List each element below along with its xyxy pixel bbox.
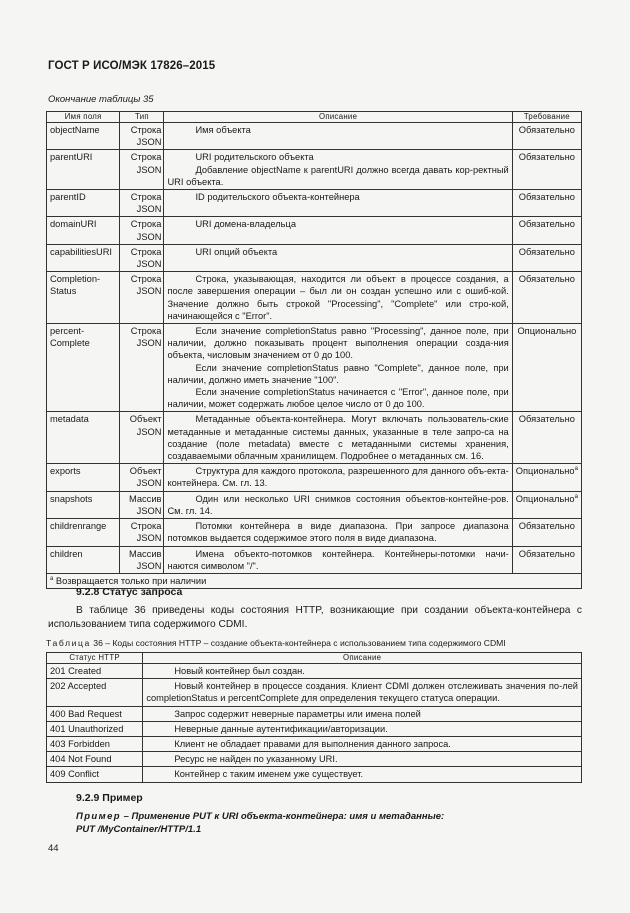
requirement-text: Опционально xyxy=(517,326,577,337)
cell-line: children xyxy=(50,548,83,559)
cell-line: Status xyxy=(50,286,77,297)
example-line-2: PUT /MyContainer/HTTP/1.1 xyxy=(76,824,202,835)
cell-http-status: 401 Unauthorized xyxy=(47,721,143,736)
cell-field-name xyxy=(47,190,120,217)
table-36 xyxy=(46,652,582,783)
cell-requirement xyxy=(512,491,581,518)
cell-line: childrenrange xyxy=(50,521,107,532)
cell-line: parentURI xyxy=(50,152,93,163)
cell-description xyxy=(143,679,582,706)
cell-description xyxy=(164,150,512,190)
requirement-text: Обязательно xyxy=(518,521,575,532)
table-35 xyxy=(46,111,582,589)
table-row xyxy=(47,272,582,324)
description-paragraph: Новый контейнер в процессе создания. Клиент CDMI должен отслеживать значения по-лей completionStatus и percentComplete для определения текущего статуса операции. xyxy=(146,681,578,704)
cell-http-status: 201 Created xyxy=(47,664,143,679)
cell-line: metadata xyxy=(50,414,89,425)
cell-description xyxy=(164,491,512,518)
table-row xyxy=(47,706,582,721)
cell-line: Объект xyxy=(129,414,162,425)
description-paragraph: Добавление objectName к parentURI должно всегда давать кор-ректный URI объекта. xyxy=(167,164,509,187)
table-36-caption-word: Таблица xyxy=(46,638,91,648)
cell-type xyxy=(120,272,164,324)
cell-description xyxy=(164,412,512,464)
cell-type xyxy=(120,150,164,190)
description-paragraph: Контейнер с таким именем уже существует. xyxy=(174,769,364,780)
footnote-mark: a xyxy=(574,493,578,500)
cell-type xyxy=(120,190,164,217)
section-heading-request-status: 9.2.8 Статус запроса xyxy=(76,586,183,598)
cell-line: JSON xyxy=(136,560,162,571)
description-paragraph: URI родительского объекта xyxy=(195,152,314,163)
table-row xyxy=(47,491,582,518)
description-paragraph: Строка, указывающая, находится ли объект в процессе создания, а после завершения операции – был ли он создан успешно или с ошиб-кой. Значение должно быть строкой "Processing", "Complete" или стро-кой, начинающейся с "Error". xyxy=(167,274,509,321)
table-36-header-row xyxy=(47,653,582,664)
cell-line: JSON xyxy=(136,286,162,297)
cell-description xyxy=(143,706,582,721)
footnote-mark: a xyxy=(50,575,54,582)
description-paragraph: Имена объекто-потомков контейнера. Контейнеры-потомки начи-наются символом "/". xyxy=(167,548,509,571)
cell-line: Строка xyxy=(130,326,162,337)
cell-type xyxy=(120,464,164,491)
table-row xyxy=(47,324,582,412)
table-row xyxy=(47,519,582,546)
description-paragraph: URI домена-владельца xyxy=(195,219,296,230)
cell-line: objectName xyxy=(50,125,100,135)
description-paragraph: Один или несколько URI снимков состояния объектов-контейне-ров. См. гл. 14. xyxy=(167,493,509,516)
table-row xyxy=(47,546,582,573)
cell-field-name xyxy=(47,123,120,150)
cell-line: domainURI xyxy=(50,219,97,230)
cell-line: Complete xyxy=(50,338,90,349)
table-36-caption xyxy=(46,638,586,648)
requirement-text: Обязательно xyxy=(518,414,575,425)
cell-type xyxy=(120,546,164,573)
cell-line: parentID xyxy=(50,192,86,203)
description-paragraph: Потомки контейнера в виде диапазона. При запросе диапазона потомков выдается содержимое этого поля в виде диапазона. xyxy=(167,521,509,544)
cell-line: JSON xyxy=(136,533,162,544)
cell-description xyxy=(143,737,582,752)
table-row xyxy=(47,190,582,217)
description-paragraph: Метаданные объекта-контейнера. Могут включать пользователь-ские метаданные и метаданные системы данных, указанные в теле запро-са на создание (поле metadata) вместе с метаданными системы хранения, создаваемыми облачным хранилищем. Подробнее о метаданных см. 16. xyxy=(167,414,509,462)
cell-type xyxy=(120,217,164,244)
cell-type xyxy=(120,412,164,464)
cell-requirement xyxy=(512,244,581,271)
table-row xyxy=(47,679,582,706)
requirement-text: Опционально xyxy=(515,466,575,477)
table-row xyxy=(47,244,582,271)
column-header-http-status: Статус HTTP xyxy=(47,653,143,664)
cell-description xyxy=(164,546,512,573)
cell-field-name xyxy=(47,491,120,518)
cell-line: exports xyxy=(50,466,81,477)
table-row xyxy=(47,737,582,752)
page-number: 44 xyxy=(48,843,59,854)
cell-line: JSON xyxy=(136,231,162,242)
cell-field-name xyxy=(47,217,120,244)
column-header-description: Описание xyxy=(143,653,582,664)
document-header: ГОСТ Р ИСО/МЭК 17826–2015 xyxy=(48,60,216,72)
cell-description xyxy=(164,272,512,324)
requirement-text: Обязательно xyxy=(518,152,575,163)
description-paragraph: URI опций объекта xyxy=(195,246,278,257)
footnote-text: Возвращается только при наличии xyxy=(53,575,207,586)
table-row xyxy=(47,464,582,491)
example-text: – Применение PUT к URI объекта-контейнера: имя и метаданные: xyxy=(120,811,445,822)
cell-requirement xyxy=(512,324,581,412)
cell-requirement xyxy=(512,272,581,324)
column-header-requirement: Требование xyxy=(512,112,581,123)
description-paragraph: Если значение completionStatus начинается с "Error", данное поле, при наличии, может содержать любое целое число от 0 до 100. xyxy=(167,387,509,410)
cell-requirement xyxy=(512,150,581,190)
cell-description xyxy=(164,464,512,491)
description-paragraph: Клиент не обладает правами для выполнения данного запроса. xyxy=(174,739,451,750)
table-36-caption-text: 36 – Коды состояния HTTP – создание объекта-контейнера с использованием типа содержимого CDMI xyxy=(90,638,506,648)
table-row xyxy=(47,217,582,244)
cell-description xyxy=(164,519,512,546)
cell-line: Строка xyxy=(130,125,162,135)
cell-line: JSON xyxy=(136,204,162,215)
cell-line: Строка xyxy=(130,219,162,230)
cell-requirement xyxy=(512,217,581,244)
description-paragraph: Если значение completionStatus равно "Complete", данное поле, при наличии, должно иметь значение "100". xyxy=(167,362,509,385)
table-35-caption: Окончание таблицы 35 xyxy=(48,94,154,105)
cell-requirement xyxy=(512,464,581,491)
table-35-body xyxy=(47,123,582,574)
cell-http-status: 400 Bad Request xyxy=(47,706,143,721)
cell-field-name xyxy=(47,272,120,324)
cell-line: percent- xyxy=(50,326,85,337)
cell-field-name xyxy=(47,412,120,464)
cell-line: Completion- xyxy=(50,274,101,285)
cell-type xyxy=(120,123,164,150)
cell-description xyxy=(143,767,582,782)
cell-requirement xyxy=(512,412,581,464)
cell-field-name xyxy=(47,150,120,190)
cell-line: JSON xyxy=(136,137,162,148)
cell-http-status: 403 Forbidden xyxy=(47,737,143,752)
cell-line: Массив xyxy=(129,493,162,504)
cell-description xyxy=(164,244,512,271)
cell-line: JSON xyxy=(136,505,162,516)
table-36-body xyxy=(47,664,582,783)
description-paragraph: Неверные данные аутентификации/авторизации. xyxy=(174,723,388,734)
cell-line: capabilitiesURI xyxy=(50,246,113,257)
section-paragraph: В таблице 36 приведены коды состояния HTTP, возникающие при создании объекта-контейнера с использованием типа содержимого CDMI. xyxy=(48,605,582,631)
table-row xyxy=(47,123,582,150)
cell-type xyxy=(120,491,164,518)
example-line-1 xyxy=(76,811,444,822)
cell-field-name xyxy=(47,519,120,546)
cell-description xyxy=(164,324,512,412)
cell-type xyxy=(120,244,164,271)
example-word: Пример xyxy=(76,811,121,822)
cell-line: snapshots xyxy=(50,493,93,504)
cell-line: JSON xyxy=(136,478,162,489)
table-row xyxy=(47,721,582,736)
cell-line: JSON xyxy=(136,164,162,175)
column-header-type: Тип xyxy=(120,112,164,123)
requirement-text: Обязательно xyxy=(518,192,575,203)
cell-line: Строка xyxy=(130,192,162,203)
requirement-text: Обязательно xyxy=(518,125,575,135)
cell-requirement xyxy=(512,546,581,573)
cell-description xyxy=(164,123,512,150)
cell-requirement xyxy=(512,190,581,217)
cell-field-name xyxy=(47,324,120,412)
table-row xyxy=(47,767,582,782)
description-paragraph: Новый контейнер был создан. xyxy=(174,666,305,676)
table-35-header-row xyxy=(47,112,582,123)
cell-line: JSON xyxy=(136,426,162,437)
section-heading-example: 9.2.9 Пример xyxy=(76,792,143,804)
cell-line: Объект xyxy=(129,466,162,477)
requirement-text: Обязательно xyxy=(518,219,575,230)
description-paragraph: ID родительского объекта-контейнера xyxy=(195,192,360,203)
requirement-text: Обязательно xyxy=(518,246,575,257)
cell-line: JSON xyxy=(136,338,162,349)
table-row xyxy=(47,664,582,679)
column-header-field-name: Имя поля xyxy=(47,112,120,123)
cell-line: Строка xyxy=(130,246,162,257)
description-paragraph: Имя объекта xyxy=(195,125,251,135)
cell-line: Строка xyxy=(130,152,162,163)
cell-http-status: 409 Conflict xyxy=(47,767,143,782)
cell-field-name xyxy=(47,546,120,573)
cell-line: Строка xyxy=(130,274,162,285)
requirement-text: Обязательно xyxy=(518,274,575,285)
cell-field-name xyxy=(47,464,120,491)
cell-description xyxy=(143,752,582,767)
cell-type xyxy=(120,324,164,412)
cell-type xyxy=(120,519,164,546)
requirement-text: Обязательно xyxy=(518,548,575,559)
cell-line: Строка xyxy=(130,521,162,532)
cell-http-status: 202 Accepted xyxy=(47,679,143,706)
description-paragraph: Ресурс не найден по указанному URI. xyxy=(174,754,338,765)
cell-requirement xyxy=(512,519,581,546)
table-row xyxy=(47,150,582,190)
cell-description xyxy=(164,217,512,244)
footnote-mark: a xyxy=(574,466,578,473)
cell-description xyxy=(143,664,582,679)
cell-description xyxy=(143,721,582,736)
cell-line: Массив xyxy=(129,548,162,559)
description-paragraph: Структура для каждого протокола, разрешенного для данного объ-екта-контейнера. См. гл. 13. xyxy=(167,466,509,489)
cell-field-name xyxy=(47,244,120,271)
cell-requirement xyxy=(512,123,581,150)
cell-description xyxy=(164,190,512,217)
table-row xyxy=(47,412,582,464)
column-header-description: Описание xyxy=(164,112,512,123)
table-row xyxy=(47,752,582,767)
description-paragraph: Запрос содержит неверные параметры или имена полей xyxy=(174,708,421,719)
requirement-text: Опционально xyxy=(515,493,575,504)
cell-line: JSON xyxy=(136,259,162,270)
cell-http-status: 404 Not Found xyxy=(47,752,143,767)
description-paragraph: Если значение completionStatus равно "Processing", данное поле, при наличии, должно показывать процент выполнения операции созда-ния объекта, числовым значением от 0 до 100. xyxy=(167,326,509,361)
